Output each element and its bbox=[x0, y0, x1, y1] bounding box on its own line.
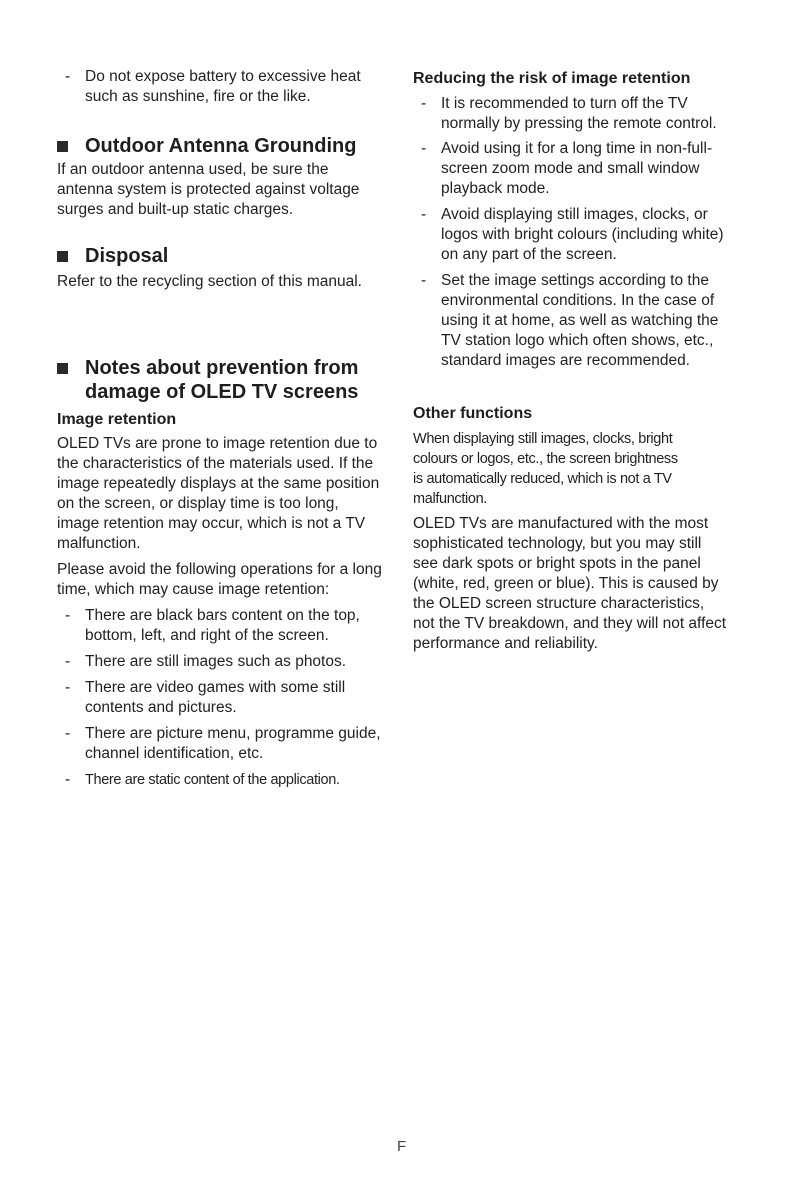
square-bullet-icon bbox=[57, 251, 68, 262]
bullet-line: bottom, left, and right of the screen. bbox=[85, 627, 329, 644]
bullet-line: There are video games with some still bbox=[85, 679, 346, 696]
disposal-paragraph bbox=[57, 272, 362, 292]
paragraph-line: see dark spots or bright spots in the panel bbox=[413, 555, 701, 572]
other-functions-heading: Other functions bbox=[413, 405, 533, 422]
bullet-line: such as sunshine, fire or the like. bbox=[85, 88, 311, 105]
bullet-line: Do not expose battery to excessive heat bbox=[85, 68, 361, 85]
other-functions-paragraph-1 bbox=[413, 429, 678, 509]
paragraph-line: on the screen, or display time is too long, bbox=[57, 495, 339, 512]
bullet-dash: - bbox=[421, 206, 427, 223]
bullet-line: standard images are recommended. bbox=[441, 352, 690, 369]
bullet-line: using it at home, as well as watching the bbox=[441, 312, 719, 329]
other-functions-paragraph-2 bbox=[413, 514, 726, 654]
bullet-line: on any part of the screen. bbox=[441, 246, 617, 263]
reducing-risk-heading: Reducing the risk of image retention bbox=[413, 70, 691, 87]
bullet-line: contents and pictures. bbox=[85, 699, 237, 716]
bullet-line: There are black bars content on the top, bbox=[85, 607, 360, 624]
paragraph-line: sophisticated technology, but you may still bbox=[413, 535, 702, 552]
bullet-dash: - bbox=[65, 679, 71, 696]
bullet-line: screen zoom mode and small window bbox=[441, 160, 700, 177]
paragraph-line: Please avoid the following operations for a long bbox=[57, 561, 382, 578]
square-bullet-icon bbox=[57, 363, 68, 374]
bullet-dash: - bbox=[421, 140, 427, 157]
bullet-dash: - bbox=[421, 272, 427, 289]
heading-line: Notes about prevention from bbox=[85, 357, 359, 379]
paragraph-line: image repeatedly displays at the same position bbox=[57, 475, 380, 492]
bullet-line: There are picture menu, programme guide, bbox=[85, 725, 381, 742]
bullet-line: There are static content of the application. bbox=[85, 772, 340, 788]
image-retention-subheading: Image retention bbox=[57, 411, 177, 428]
bullet-line: environmental conditions. In the case of bbox=[441, 292, 715, 309]
paragraph-line: (white, red, green or blue). This is caused by bbox=[413, 575, 719, 592]
antenna-paragraph bbox=[57, 160, 359, 220]
bullet-dash: - bbox=[421, 95, 427, 112]
bullet-dash: - bbox=[65, 653, 71, 670]
paragraph-line: image retention may occur, which is not a TV bbox=[57, 515, 366, 532]
bullet-dash: - bbox=[65, 771, 71, 788]
bullet-line: Avoid using it for a long time in non-full- bbox=[441, 140, 713, 157]
bullet-line: playback mode. bbox=[441, 180, 550, 197]
antenna-heading-text: Outdoor Antenna Grounding bbox=[85, 135, 357, 157]
avoid-operations-paragraph bbox=[57, 560, 382, 600]
bullet-line: channel identification, etc. bbox=[85, 745, 264, 762]
paragraph-line: the characteristics of the materials used. If the bbox=[57, 455, 374, 472]
paragraph-line: not the TV breakdown, and they will not affect bbox=[413, 615, 727, 632]
paragraph-line: time, which may cause image retention: bbox=[57, 581, 330, 598]
bullet-line: Avoid displaying still images, clocks, or bbox=[441, 206, 708, 223]
bullet-dash: - bbox=[65, 68, 71, 85]
paragraph-line: If an outdoor antenna used, be sure the bbox=[57, 161, 329, 178]
page-footer-label: F bbox=[397, 1138, 407, 1155]
bullet-dash: - bbox=[65, 725, 71, 742]
paragraph-line: Refer to the recycling section of this manual. bbox=[57, 273, 362, 290]
bullet-line: logos with bright colours (including white) bbox=[441, 226, 724, 243]
heading-line: damage of OLED TV screens bbox=[85, 381, 359, 403]
paragraph-line: OLED TVs are manufactured with the most bbox=[413, 515, 709, 532]
bullet-dash: - bbox=[65, 607, 71, 624]
paragraph-line: When displaying still images, clocks, bright bbox=[413, 431, 673, 447]
paragraph-line: malfunction. bbox=[413, 491, 487, 507]
square-bullet-icon bbox=[57, 141, 68, 152]
paragraph-line: is automatically reduced, which is not a TV bbox=[413, 471, 672, 487]
paragraph-line: colours or logos, etc., the screen brightness bbox=[413, 451, 678, 467]
bullet-line: TV station logo which often shows, etc., bbox=[441, 332, 714, 349]
bullet-line: normally by pressing the remote control. bbox=[441, 115, 717, 132]
paragraph-line: the OLED screen structure characteristics, bbox=[413, 595, 705, 612]
paragraph-line: antenna system is protected against voltage bbox=[57, 181, 360, 198]
paragraph-line: malfunction. bbox=[57, 535, 141, 552]
bullet-line: There are still images such as photos. bbox=[85, 653, 347, 670]
paragraph-line: performance and reliability. bbox=[413, 635, 598, 652]
disposal-heading-text: Disposal bbox=[85, 245, 169, 267]
bullet-line: It is recommended to turn off the TV bbox=[441, 95, 688, 112]
paragraph-line: OLED TVs are prone to image retention due to bbox=[57, 435, 378, 452]
image-retention-intro bbox=[57, 434, 379, 554]
bullet-line: Set the image settings according to the bbox=[441, 272, 709, 289]
paragraph-line: surges and built-up static charges. bbox=[57, 201, 294, 218]
